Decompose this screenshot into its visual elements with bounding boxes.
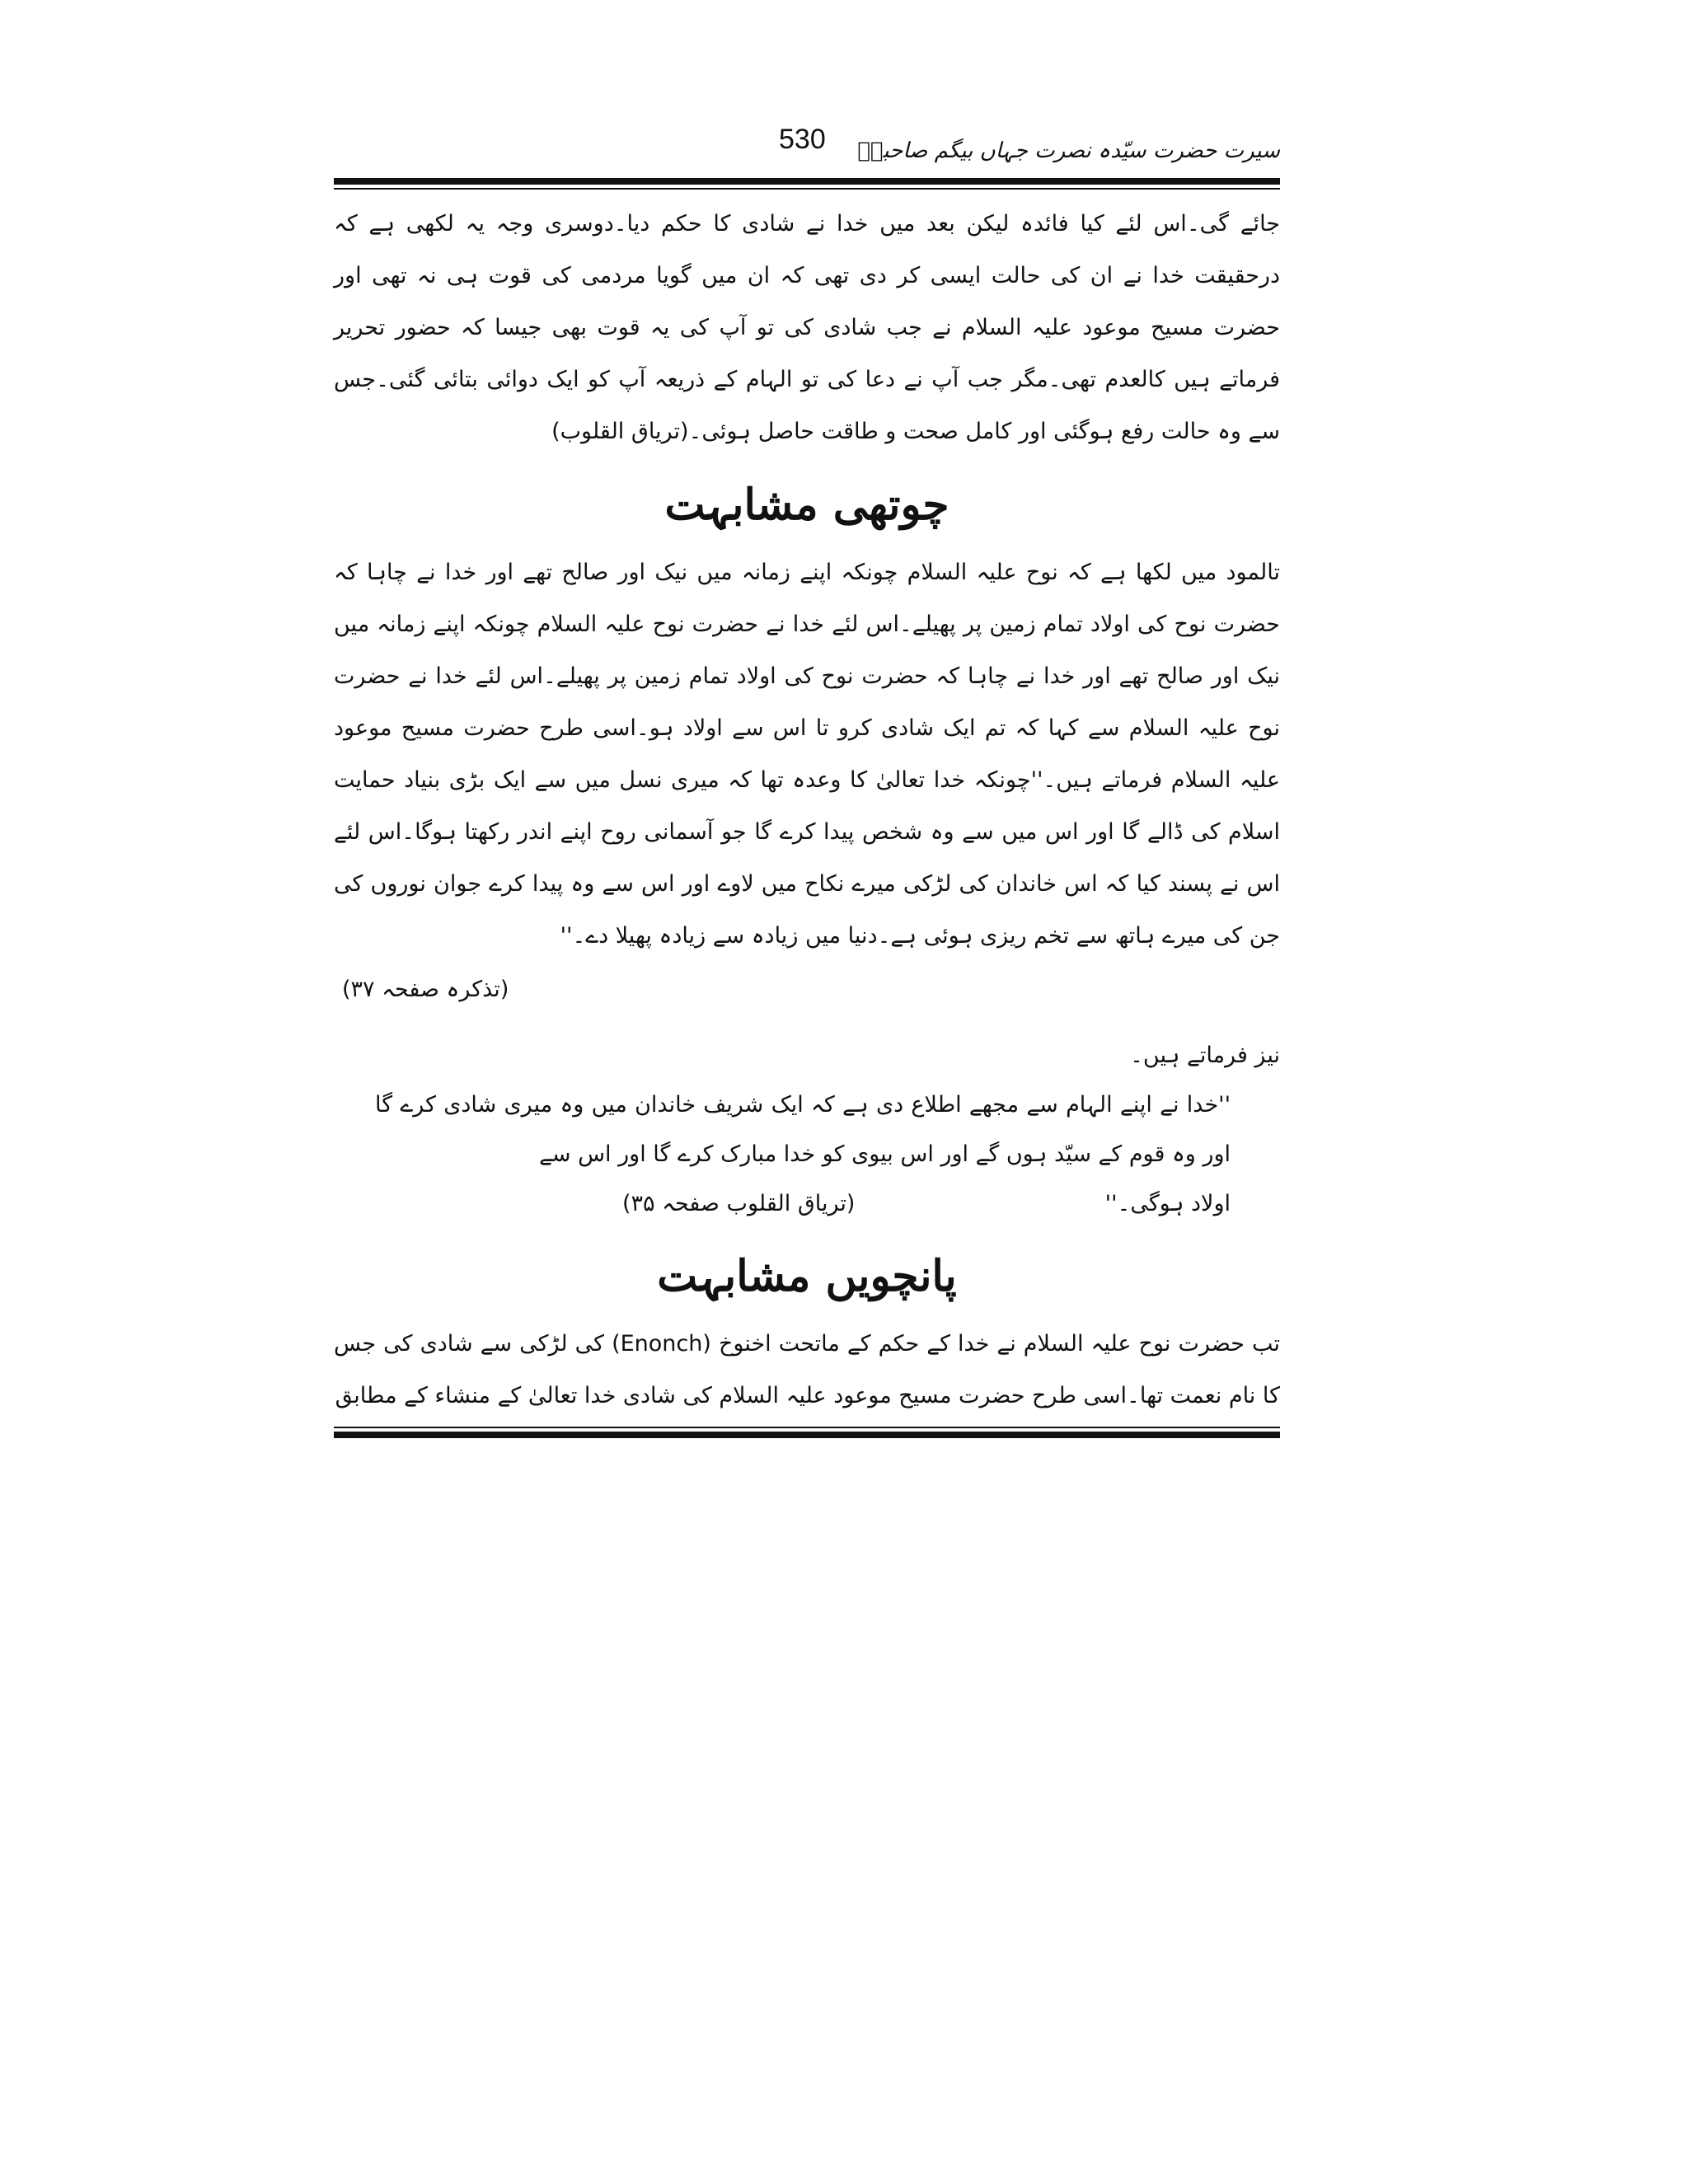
section-heading-fifth: پانچویں مشابہت xyxy=(657,1251,957,1301)
footer-rule-thin xyxy=(334,1427,1280,1428)
footer-rule-thick xyxy=(334,1432,1280,1438)
reference-tazkira: (تذکرہ صفحہ ۳۷) xyxy=(342,977,509,1002)
block-quote: ''خدا نے اپنے الہام سے مجھے اطلاع دی ہے کہ ایک شریف خاندان میں وہ میری شادی کرے گا اور وہ قوم کے سیّد ہوں گے اور اس بیوی کو خدا مبارک کرے گا اور اس سے xyxy=(375,1092,1231,1167)
header-rule-thick xyxy=(334,178,1280,185)
quote-source: (تریاق القلوب صفحہ ۳۵) xyxy=(622,1191,856,1216)
paragraph-talmud: تالمود میں لکھا ہے کہ نوح علیہ السلام چونکہ اپنے زمانہ میں نیک اور صالح تھے اور خدا نے چاہا کہ حضرت نوح کی اولاد تمام زمین پر پھیلے۔اس لئے خدا نے حضرت نوح علیہ السلام چونکہ اپنے زمانہ میں نیک اور صالح تھے اور خدا نے چاہا کہ حضرت نوح کی اولاد تمام زمین پر پھیلے۔اس لئے خدا نے حضرت نوح علیہ السلام سے کہا کہ تم ایک شادی کرو تا اس سے اولاد ہو۔اسی طرح حضرت مسیح موعود علیہ السلام فرماتے ہیں۔''چونکہ خدا تعالیٰ کا وعدہ تھا کہ میری نسل میں سے ایک بڑی بنیاد حمایت اسلام کی ڈالے گا اور اس میں سے وہ شخص پیدا کرے گا جو آسمانی روح اپنے اندر رکھتا ہوگا۔اس لئے اس نے پسند کیا کہ اس خاندان کی لڑکی میرے نکاح میں لاوے اور اس سے وہ پیدا کرے جوان نوروں کی جن کی میرے ہاتھ سے تخم ریزی ہوئی ہے۔دنیا میں زیادہ سے زیادہ پھیلا دے۔'' xyxy=(334,560,1280,949)
running-title: سیرت حضرت سیّدہ نصرت جہاں بیگم صاحبہؓ xyxy=(857,138,1280,163)
page-number: 530 xyxy=(779,124,826,155)
book-page xyxy=(334,124,1280,1438)
quote-end-text: اولاد ہوگی۔'' xyxy=(1104,1191,1231,1216)
header-rule-thin xyxy=(334,188,1280,190)
continued-paragraph: جائے گی۔اس لئے کیا فائدہ لیکن بعد میں خدا نے شادی کا حکم دیا۔دوسری وجہ یہ لکھی ہے کہ درحقیقت خدا نے ان کی حالت ایسی کر دی تھی کہ ان میں گویا مردمی کی قوت ہی نہ تھی اور حضرت مسیح موعود علیہ السلام نے جب شادی کی تو آپ کی یہ قوت بھی جیسا کہ حضور تحریر فرماتے ہیں کالعدم تھی۔مگر جب آپ نے دعا کی تو الہام کے ذریعہ آپ کو ایک دوائی بتائی گئی۔جس سے وہ حالت رفع ہوگئی اور کامل صحت و طاقت حاصل ہوئی۔(تریاق القلوب) xyxy=(334,211,1280,444)
block-quote-end xyxy=(375,1179,1231,1229)
paragraph-enoch: تب حضرت نوح علیہ السلام نے خدا کے حکم کے ماتحت اخنوخ (Enonch) کی لڑکی سے شادی کی جس کا نام نعمت تھا۔اسی طرح حضرت مسیح موعود علیہ السلام کی شادی خدا تعالیٰ کے منشاء کے مطابق xyxy=(334,1331,1280,1408)
section-heading-fourth: چوتھی مشابہت xyxy=(664,480,950,530)
page-header xyxy=(334,124,1280,173)
intro-line: نیز فرماتے ہیں۔ xyxy=(1130,1043,1280,1068)
